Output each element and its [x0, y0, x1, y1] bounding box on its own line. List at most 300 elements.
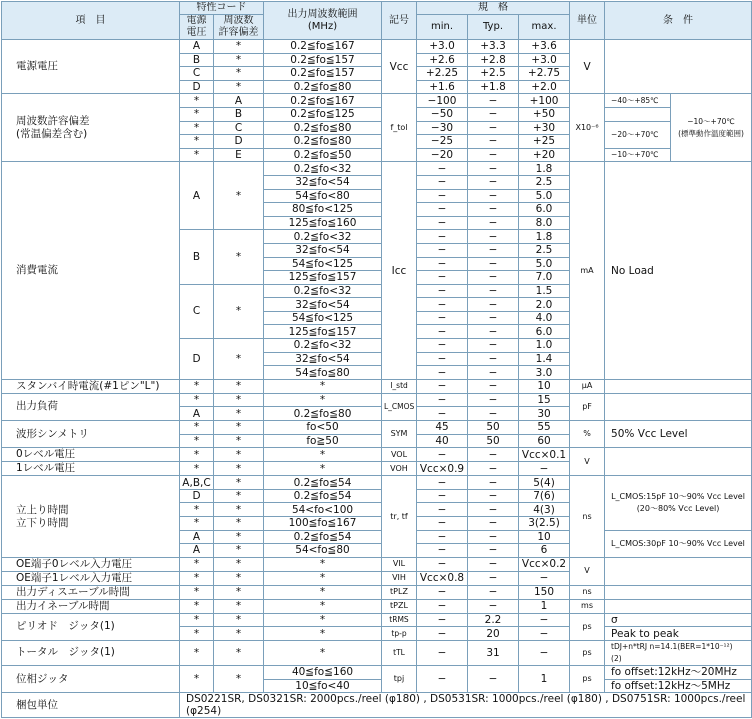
- freq-range: 54≦fo<125: [264, 257, 382, 271]
- freq-range: 0.2≦fo≦157: [264, 53, 382, 67]
- symbol: tTL: [382, 640, 417, 665]
- header-min: min.: [417, 15, 468, 40]
- max: 7(6): [519, 489, 570, 503]
- typ: −: [468, 530, 519, 544]
- min: −: [417, 325, 468, 339]
- min: −: [417, 284, 468, 298]
- code-f: *: [214, 339, 264, 380]
- table-row: [2, 40, 752, 54]
- table-row: [2, 640, 752, 665]
- typ: 20: [468, 627, 519, 641]
- code-f: *: [214, 640, 264, 665]
- max: 60: [519, 434, 570, 448]
- symbol: tp-p: [382, 627, 417, 641]
- row-label: 立上り時間 立下り時間: [2, 476, 180, 558]
- freq-range: 0.2≦fo≦80: [264, 407, 382, 421]
- code-v: A: [180, 544, 214, 558]
- min: +2.25: [417, 67, 468, 81]
- code-v: *: [180, 503, 214, 517]
- typ: −: [468, 571, 519, 585]
- typ: −: [468, 230, 519, 244]
- max: Vcc×0.2: [519, 557, 570, 571]
- table-row: [2, 162, 752, 176]
- max: −: [519, 613, 570, 627]
- typ: −: [468, 599, 519, 613]
- symbol: I_std: [382, 379, 417, 393]
- code-v: *: [180, 448, 214, 462]
- freq-range: *: [264, 585, 382, 599]
- code-v: *: [180, 393, 214, 407]
- min: Vcc×0.9: [417, 462, 468, 476]
- max: −: [519, 640, 570, 665]
- code-f: *: [214, 613, 264, 627]
- typ: −: [468, 585, 519, 599]
- unit: X10⁻⁶: [570, 94, 605, 162]
- max: 5.0: [519, 189, 570, 203]
- row-label: 出力ディスエーブル時間: [2, 585, 180, 599]
- typ: −: [468, 339, 519, 353]
- table-row: [2, 599, 752, 613]
- symbol: tRMS: [382, 613, 417, 627]
- freq-range: 0.2≦fo≦157: [264, 67, 382, 81]
- typ: −: [468, 665, 519, 692]
- max: 1: [519, 665, 570, 692]
- min: −: [417, 271, 468, 285]
- header-freq-range: 出力周波数範囲 (MHz): [264, 2, 382, 40]
- max: 4.0: [519, 311, 570, 325]
- min: 40: [417, 434, 468, 448]
- table-row: [2, 379, 752, 393]
- freq-range: 10≦fo<40: [264, 679, 382, 693]
- freq-range: 0.2≦fo≦125: [264, 107, 382, 121]
- unit: V: [570, 557, 605, 585]
- typ: −: [468, 462, 519, 476]
- unit: ps: [570, 613, 605, 640]
- freq-range: 0.2≦fo≦54: [264, 476, 382, 490]
- code-f: *: [214, 421, 264, 435]
- table-row: [2, 476, 752, 490]
- min: +2.6: [417, 53, 468, 67]
- symbol: SYM: [382, 421, 417, 448]
- freq-range: 32≦fo<54: [264, 243, 382, 257]
- min: +1.6: [417, 80, 468, 94]
- min: −: [417, 175, 468, 189]
- cond-range: −10〜+70℃ (標準動作温度範囲): [671, 94, 752, 162]
- code-v: A: [180, 162, 214, 230]
- code-v: *: [180, 665, 214, 692]
- min: −: [417, 393, 468, 407]
- header-unit: 単位: [570, 2, 605, 40]
- max: −: [519, 462, 570, 476]
- max: +3.0: [519, 53, 570, 67]
- max: 1.5: [519, 284, 570, 298]
- min: −: [417, 203, 468, 217]
- row-label: 電源電圧: [2, 40, 180, 94]
- min: −: [417, 243, 468, 257]
- max: 1.8: [519, 162, 570, 176]
- freq-range: 125≦fo≦157: [264, 325, 382, 339]
- typ: −: [468, 243, 519, 257]
- typ: −: [468, 544, 519, 558]
- min: Vcc×0.8: [417, 571, 468, 585]
- typ: −: [468, 379, 519, 393]
- code-f: *: [214, 489, 264, 503]
- max: +50: [519, 107, 570, 121]
- min: −: [417, 230, 468, 244]
- table-row: [2, 421, 752, 435]
- cond: [605, 557, 752, 585]
- max: 3.0: [519, 366, 570, 380]
- code-f: A: [214, 94, 264, 108]
- freq-range: fo<50: [264, 421, 382, 435]
- code-f: *: [214, 40, 264, 54]
- header-code-f: 周波数 許容偏差: [214, 15, 264, 40]
- header-code-v: 電源 電圧: [180, 15, 214, 40]
- min: −: [417, 339, 468, 353]
- freq-range: 0.2≦fo<32: [264, 284, 382, 298]
- typ: 50: [468, 434, 519, 448]
- freq-range: 32≦fo<54: [264, 352, 382, 366]
- code-f: *: [214, 571, 264, 585]
- typ: −: [468, 366, 519, 380]
- freq-range: 0.2≦fo≦80: [264, 135, 382, 149]
- max: 55: [519, 421, 570, 435]
- symbol: tPLZ: [382, 585, 417, 599]
- freq-range: *: [264, 599, 382, 613]
- code-f: *: [214, 448, 264, 462]
- freq-range: *: [264, 571, 382, 585]
- freq-range: *: [264, 462, 382, 476]
- max: 1.8: [519, 230, 570, 244]
- typ: −: [468, 311, 519, 325]
- typ: −: [468, 162, 519, 176]
- cond: [605, 393, 752, 420]
- code-f: *: [214, 393, 264, 407]
- max: +100: [519, 94, 570, 108]
- freq-range: 0.2≦fo<32: [264, 230, 382, 244]
- typ: −: [468, 476, 519, 490]
- max: 10: [519, 530, 570, 544]
- cond-temp: −40〜+85℃: [605, 94, 671, 108]
- typ: −: [468, 121, 519, 135]
- cond-temp: −10〜+70℃: [605, 148, 671, 162]
- freq-range: 0.2≦fo≦80: [264, 121, 382, 135]
- row-label: 消費電流: [2, 162, 180, 380]
- typ: +2.5: [468, 67, 519, 81]
- code-f: E: [214, 148, 264, 162]
- freq-range: 0.2≦fo<32: [264, 162, 382, 176]
- typ: −: [468, 94, 519, 108]
- row-label: ピリオド ジッタ(1): [2, 613, 180, 640]
- code-v: *: [180, 379, 214, 393]
- code-f: C: [214, 121, 264, 135]
- code-f: *: [214, 379, 264, 393]
- min: −: [417, 665, 468, 692]
- unit: μA: [570, 379, 605, 393]
- max: 2.5: [519, 243, 570, 257]
- freq-range: *: [264, 613, 382, 627]
- cond: tDJ+n*tRJ n=14.1(BER=1*10⁻¹²) (2): [605, 640, 752, 665]
- typ: −: [468, 325, 519, 339]
- code-f: *: [214, 503, 264, 517]
- typ: −: [468, 517, 519, 531]
- code-f: *: [214, 476, 264, 490]
- min: −: [417, 298, 468, 312]
- typ: −: [468, 448, 519, 462]
- min: −: [417, 216, 468, 230]
- typ: −: [468, 135, 519, 149]
- header-max: max.: [519, 15, 570, 40]
- code-v: B: [180, 53, 214, 67]
- max: +3.6: [519, 40, 570, 54]
- typ: −: [468, 489, 519, 503]
- freq-range: 40≦fo≦160: [264, 665, 382, 679]
- min: −: [417, 311, 468, 325]
- unit: ns: [570, 585, 605, 599]
- typ: −: [468, 175, 519, 189]
- max: 2.0: [519, 298, 570, 312]
- freq-range: *: [264, 557, 382, 571]
- min: −: [417, 448, 468, 462]
- row-label: 波形シンメトリ: [2, 421, 180, 448]
- cond: [605, 599, 752, 613]
- code-f: *: [214, 462, 264, 476]
- code-v: *: [180, 557, 214, 571]
- max: Vcc×0.1: [519, 448, 570, 462]
- typ: −: [468, 107, 519, 121]
- freq-range: fo≧50: [264, 434, 382, 448]
- row-label: 周波数許容偏差 (常温偏差含む): [2, 94, 180, 162]
- row-label: トータル ジッタ(1): [2, 640, 180, 665]
- max: 6: [519, 544, 570, 558]
- code-v: *: [180, 517, 214, 531]
- code-v: A: [180, 40, 214, 54]
- code-v: *: [180, 599, 214, 613]
- code-v: *: [180, 571, 214, 585]
- min: −: [417, 379, 468, 393]
- table-row: [2, 2, 752, 15]
- code-f: *: [214, 53, 264, 67]
- code-v: *: [180, 121, 214, 135]
- typ: +2.8: [468, 53, 519, 67]
- freq-range: 32≦fo<54: [264, 298, 382, 312]
- cond: σ: [605, 613, 752, 627]
- min: −: [417, 366, 468, 380]
- max: +2.75: [519, 67, 570, 81]
- max: −: [519, 627, 570, 641]
- code-f: *: [214, 544, 264, 558]
- table-row: [2, 393, 752, 407]
- code-v: *: [180, 135, 214, 149]
- min: −: [417, 162, 468, 176]
- max: 7.0: [519, 271, 570, 285]
- unit: V: [570, 40, 605, 94]
- max: +25: [519, 135, 570, 149]
- code-v: *: [180, 148, 214, 162]
- row-label: 出力負荷: [2, 393, 180, 420]
- header-cond: 条 件: [605, 2, 752, 40]
- code-f: *: [214, 585, 264, 599]
- unit: %: [570, 421, 605, 448]
- freq-range: *: [264, 393, 382, 407]
- unit: ps: [570, 640, 605, 665]
- typ: −: [468, 393, 519, 407]
- code-f: *: [214, 599, 264, 613]
- freq-range: *: [264, 448, 382, 462]
- freq-range: *: [264, 379, 382, 393]
- max: 5(4): [519, 476, 570, 490]
- max: 6.0: [519, 325, 570, 339]
- cond: fo offset:12kHz〜5MHz: [605, 679, 752, 693]
- row-label: 1レベル電圧: [2, 462, 180, 476]
- freq-range: 54≦fo<80: [264, 189, 382, 203]
- max: 4(3): [519, 503, 570, 517]
- code-f: *: [214, 665, 264, 692]
- code-f: *: [214, 162, 264, 230]
- row-label: 0レベル電圧: [2, 448, 180, 462]
- code-f: *: [214, 434, 264, 448]
- typ: −: [468, 298, 519, 312]
- max: +30: [519, 121, 570, 135]
- row-label: 出力イネーブル時間: [2, 599, 180, 613]
- header-code-group: 特性コード: [180, 2, 264, 15]
- max: 150: [519, 585, 570, 599]
- code-v: B: [180, 230, 214, 284]
- max: 1: [519, 599, 570, 613]
- max: 30: [519, 407, 570, 421]
- unit: V: [570, 448, 605, 476]
- freq-range: 100≦fo≦167: [264, 517, 382, 531]
- header-spec-group: 規 格: [417, 2, 570, 15]
- cond: L_CMOS:15pF 10〜90% Vcc Level (20〜80% Vcc Level): [605, 476, 752, 530]
- header-symbol: 記号: [382, 2, 417, 40]
- table-row: [2, 94, 752, 108]
- unit: pF: [570, 393, 605, 420]
- min: −: [417, 476, 468, 490]
- table-row: [2, 665, 752, 679]
- cond-temp: −20〜+70℃: [605, 121, 671, 148]
- freq-range: *: [264, 640, 382, 665]
- code-f: *: [214, 627, 264, 641]
- code-f: *: [214, 230, 264, 284]
- symbol: Vcc: [382, 40, 417, 94]
- freq-range: 0.2≦fo≦54: [264, 489, 382, 503]
- cond: [605, 585, 752, 599]
- symbol: tr, tf: [382, 476, 417, 558]
- max: 3(2.5): [519, 517, 570, 531]
- min: −: [417, 407, 468, 421]
- code-f: *: [214, 407, 264, 421]
- min: −: [417, 352, 468, 366]
- cond: Peak to peak: [605, 627, 752, 641]
- typ: −: [468, 189, 519, 203]
- table-row: [2, 613, 752, 627]
- code-v: A: [180, 407, 214, 421]
- typ: −: [468, 284, 519, 298]
- min: −50: [417, 107, 468, 121]
- code-f: *: [214, 80, 264, 94]
- max: 10: [519, 379, 570, 393]
- unit: ps: [570, 665, 605, 692]
- code-v: *: [180, 94, 214, 108]
- code-v: A: [180, 530, 214, 544]
- freq-range: 54≦fo≦80: [264, 366, 382, 380]
- cond: fo offset:12kHz〜20MHz: [605, 665, 752, 679]
- freq-range: 0.2≦fo≦167: [264, 94, 382, 108]
- code-f: *: [214, 284, 264, 338]
- min: −: [417, 544, 468, 558]
- min: −: [417, 257, 468, 271]
- unit: ns: [570, 476, 605, 558]
- row-label: OE端子1レベル入力電圧: [2, 571, 180, 585]
- min: 45: [417, 421, 468, 435]
- code-f: *: [214, 530, 264, 544]
- code-f: *: [214, 517, 264, 531]
- table-row: [2, 585, 752, 599]
- spec-table: [1, 1, 752, 718]
- typ: −: [468, 271, 519, 285]
- code-v: *: [180, 585, 214, 599]
- min: −: [417, 585, 468, 599]
- freq-range: 0.2≦fo≦50: [264, 148, 382, 162]
- code-f: *: [214, 557, 264, 571]
- symbol: VOL: [382, 448, 417, 462]
- freq-range: 54<fo≦80: [264, 544, 382, 558]
- cond: [605, 379, 752, 393]
- code-v: *: [180, 462, 214, 476]
- typ: +3.3: [468, 40, 519, 54]
- row-label: OE端子0レベル入力電圧: [2, 557, 180, 571]
- code-v: *: [180, 434, 214, 448]
- min: −: [417, 627, 468, 641]
- freq-range: 0.2≦fo≦80: [264, 80, 382, 94]
- cond: 50% Vcc Level: [605, 421, 752, 448]
- typ: −: [468, 352, 519, 366]
- min: −: [417, 530, 468, 544]
- typ: 31: [468, 640, 519, 665]
- typ: −: [468, 557, 519, 571]
- packing-text: DS0221SR, DS0321SR: 2000pcs./reel (φ180) , DS0531SR: 1000pcs./reel (φ180) , DS0751SR: 1000pcs./reel (φ254): [180, 693, 752, 718]
- cond: L_CMOS:30pF 10〜90% Vcc Level: [605, 530, 752, 557]
- symbol: VIH: [382, 571, 417, 585]
- symbol: VIL: [382, 557, 417, 571]
- freq-range: 0.2≦fo≦167: [264, 40, 382, 54]
- freq-range: 54≦fo<125: [264, 311, 382, 325]
- freq-range: 54<fo<100: [264, 503, 382, 517]
- min: −: [417, 599, 468, 613]
- code-f: *: [214, 67, 264, 81]
- freq-range: 32≦fo<54: [264, 175, 382, 189]
- max: 1.0: [519, 339, 570, 353]
- code-v: *: [180, 640, 214, 665]
- symbol: tpj: [382, 665, 417, 692]
- symbol: Icc: [382, 162, 417, 380]
- symbol: L_CMOS: [382, 393, 417, 420]
- min: −: [417, 613, 468, 627]
- cond-temp: [605, 107, 671, 121]
- table-row: [2, 693, 752, 718]
- freq-range: 80≦fo<125: [264, 203, 382, 217]
- freq-range: 125≦fo≦157: [264, 271, 382, 285]
- typ: −: [468, 203, 519, 217]
- min: −: [417, 517, 468, 531]
- freq-range: *: [264, 627, 382, 641]
- max: −: [519, 571, 570, 585]
- symbol: tPZL: [382, 599, 417, 613]
- max: 2.5: [519, 175, 570, 189]
- max: +2.0: [519, 80, 570, 94]
- row-label: スタンバイ時電流(#1ピン"L"): [2, 379, 180, 393]
